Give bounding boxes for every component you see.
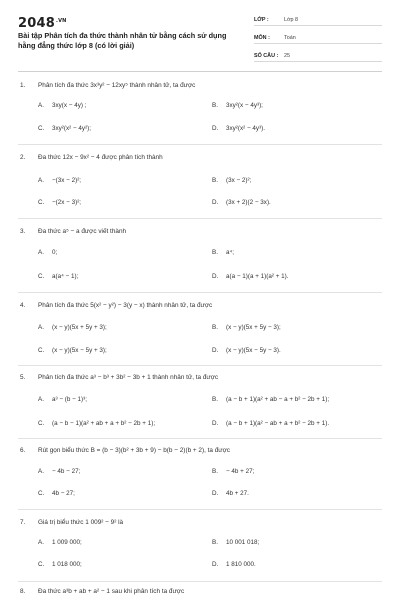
question-divider xyxy=(18,365,382,366)
option-b[interactable] xyxy=(212,102,263,109)
option-a[interactable] xyxy=(38,177,81,184)
option-text: 3xy²(x² − 4y³). xyxy=(226,125,266,132)
option-c[interactable] xyxy=(38,199,81,206)
question-divider xyxy=(18,581,382,582)
question-stem xyxy=(20,302,212,309)
question-number: 2. xyxy=(20,154,26,161)
option-a[interactable] xyxy=(38,102,86,109)
option-text: (x − y)(5x + 5y − 3); xyxy=(226,324,281,331)
option-text: 4b − 27; xyxy=(52,490,75,497)
option-d[interactable] xyxy=(212,561,256,568)
meta-value: Toán xyxy=(284,35,296,41)
meta-value: Lớp 8 xyxy=(284,17,299,23)
question-stem xyxy=(20,447,230,454)
option-text: − 4b − 27; xyxy=(52,468,81,475)
option-text: (a − b + 1)(a² − ab + a + b² − 2b + 1). xyxy=(226,420,330,427)
option-b[interactable] xyxy=(212,539,259,546)
option-label: D. xyxy=(212,199,219,206)
option-text: a(a⁴ − 1); xyxy=(52,273,79,280)
option-c[interactable] xyxy=(38,347,107,354)
option-text: 3xy(x − 4y) ; xyxy=(52,102,87,109)
question-number: 4. xyxy=(20,302,26,309)
question-text: Giá trị biểu thức 1 009² − 9² là xyxy=(38,519,124,526)
option-label: D. xyxy=(212,561,219,568)
option-a[interactable] xyxy=(38,249,57,256)
option-label: A. xyxy=(38,324,44,331)
option-text: a⁴; xyxy=(226,249,234,256)
option-c[interactable] xyxy=(38,490,75,497)
option-c[interactable] xyxy=(38,125,91,132)
option-d[interactable] xyxy=(212,490,249,497)
option-text: 1 009 000; xyxy=(52,539,82,546)
option-text: − 4b + 27; xyxy=(226,468,255,475)
option-label: C. xyxy=(38,561,45,568)
option-b[interactable] xyxy=(212,396,329,403)
option-label: B. xyxy=(212,468,218,475)
option-c[interactable] xyxy=(38,561,82,568)
meta-key: LỚP : xyxy=(254,17,269,23)
option-label: C. xyxy=(38,199,45,206)
option-text: a(a − 1)(a + 1)(a² + 1). xyxy=(226,273,289,280)
question-number: 1. xyxy=(20,82,26,89)
question-text: Đa thức 12x − 9x² − 4 được phân tích thành xyxy=(38,154,163,161)
option-text: (x − y)(5x − 5y + 3); xyxy=(52,347,107,354)
logo-text: 2048 xyxy=(18,16,55,31)
option-text: (x − y)(5x + 5y + 3); xyxy=(52,324,107,331)
option-a[interactable] xyxy=(38,468,80,475)
option-text: −(3x − 2)²; xyxy=(52,177,82,184)
option-label: B. xyxy=(212,102,218,109)
option-label: C. xyxy=(38,125,45,132)
option-text: 1 810 000. xyxy=(226,561,256,568)
option-label: B. xyxy=(212,396,218,403)
worksheet-meta xyxy=(254,13,382,67)
option-a[interactable] xyxy=(38,324,107,331)
question-stem xyxy=(20,588,184,595)
option-text: 3xy²(x² − 4y²); xyxy=(52,125,92,132)
option-label: C. xyxy=(38,273,45,280)
meta-value: 25 xyxy=(284,53,290,59)
option-text: (x − y)(5x − 5y − 3). xyxy=(226,347,281,354)
question-number: 5. xyxy=(20,374,26,381)
option-text: (a − b + 1)(a² + ab − a + b² − 2b + 1); xyxy=(226,396,330,403)
question-text: Đa thức a³b + ab + a² − 1 sau khi phân tích ta được xyxy=(38,588,185,595)
meta-row-class xyxy=(254,13,382,26)
meta-row-count xyxy=(254,49,382,62)
question-number: 7. xyxy=(20,519,26,526)
worksheet-title: Bài tập Phân tích đa thức thành nhân tử bằng cách sử dụng hằng đẳng thức lớp 8 (có lời giải) xyxy=(18,31,227,50)
option-text: (a − b − 1)(a² + ab + a + b² − 2b + 1); xyxy=(52,420,156,427)
option-label: A. xyxy=(38,249,44,256)
option-text: −(2x − 3)²; xyxy=(52,199,82,206)
question-number: 8. xyxy=(20,588,26,595)
option-label: A. xyxy=(38,102,44,109)
question-number: 3. xyxy=(20,228,26,235)
option-c[interactable] xyxy=(38,420,155,427)
option-label: B. xyxy=(212,539,218,546)
option-label: D. xyxy=(212,420,219,427)
option-label: D. xyxy=(212,273,219,280)
question-stem xyxy=(20,154,163,161)
option-label: C. xyxy=(38,347,45,354)
option-text: (3x + 2)(2 − 3x). xyxy=(226,199,271,206)
option-d[interactable] xyxy=(212,125,265,132)
option-label: A. xyxy=(38,396,44,403)
question-text: Phân tích đa thức a³ − b³ + 3b² − 3b + 1 thành nhân tử, ta được xyxy=(38,374,219,381)
option-text: 10 001 018; xyxy=(226,539,260,546)
option-d[interactable] xyxy=(212,347,281,354)
option-d[interactable] xyxy=(212,420,329,427)
question-stem xyxy=(20,228,126,235)
site-logo[interactable] xyxy=(18,16,67,31)
question-text: Phân tích đa thức 3x³y² − 12xy⁵ thành nhân tử, ta được xyxy=(38,82,196,89)
option-b[interactable] xyxy=(212,468,254,475)
question-text: Phân tích đa thức 5(x² − y²) − 3(y − x) thành nhân tử, ta được xyxy=(38,302,213,309)
option-label: D. xyxy=(212,490,219,497)
option-label: C. xyxy=(38,490,45,497)
question-divider xyxy=(18,144,382,145)
meta-key: MÔN : xyxy=(254,35,270,41)
logo-suffix: .VN xyxy=(55,17,67,24)
option-label: D. xyxy=(212,347,219,354)
question-stem xyxy=(20,82,195,89)
question-stem xyxy=(20,519,123,526)
option-text: 0; xyxy=(52,249,58,256)
option-b[interactable] xyxy=(212,177,251,184)
option-label: C. xyxy=(38,420,45,427)
meta-key: SỐ CÂU : xyxy=(254,53,279,59)
header-divider xyxy=(18,71,382,72)
option-d[interactable] xyxy=(212,199,271,206)
option-text: a³ − (b − 1)³; xyxy=(52,396,87,403)
option-label: A. xyxy=(38,177,44,184)
option-c[interactable] xyxy=(38,273,78,280)
option-label: D. xyxy=(212,125,219,132)
question-number: 6. xyxy=(20,447,26,454)
option-label: A. xyxy=(38,539,44,546)
question-divider xyxy=(18,509,382,510)
question-stem xyxy=(20,374,218,381)
option-label: B. xyxy=(212,324,218,331)
option-d[interactable] xyxy=(212,273,288,280)
option-a[interactable] xyxy=(38,396,87,403)
option-text: 4b + 27. xyxy=(226,490,249,497)
option-b[interactable] xyxy=(212,249,234,256)
option-label: B. xyxy=(212,249,218,256)
question-divider xyxy=(18,292,382,293)
question-text: Đa thức a⁵ − a được viết thành xyxy=(38,228,127,235)
question-divider xyxy=(18,438,382,439)
option-label: B. xyxy=(212,177,218,184)
page-header xyxy=(0,0,400,62)
question-divider xyxy=(18,218,382,219)
option-text: (3x − 2)²; xyxy=(226,177,252,184)
option-b[interactable] xyxy=(212,324,281,331)
option-a[interactable] xyxy=(38,539,82,546)
option-text: 1 018 000; xyxy=(52,561,82,568)
option-text: 3xy²(x − 4y³); xyxy=(226,102,263,109)
option-label: A. xyxy=(38,468,44,475)
question-text: Rút gọn biểu thức B = (b − 3)(b² + 3b + 9) − b(b − 2)(b + 2), ta được xyxy=(38,447,230,454)
meta-row-subject xyxy=(254,31,382,44)
